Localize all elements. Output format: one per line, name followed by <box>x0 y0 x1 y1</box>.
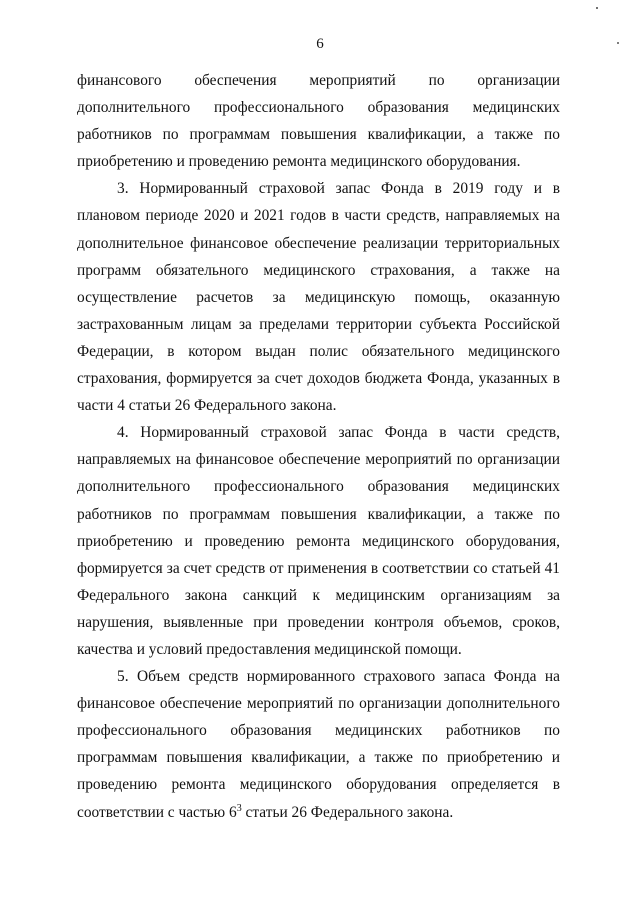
document-body <box>77 67 560 826</box>
paragraph-continuation: финансового обеспечения мероприятий по организации дополнительного профессионального образования медицинских работников по программам повышения квалификации, а также по приобретению и проведению ремонта медицинского оборудования. <box>77 72 560 171</box>
paragraph-4: 4. Нормированный страховой запас Фонда в части средств, направляемых на финансовое обеспечение мероприятий по организации дополнительного профессионального образования медицинских работников по программам повышения квалификации, а также по приобретению и проведению ремонта медицинского оборудования, формируется за счет средств от применения в соответствии со статьей 41 Федерального закона санкций к медицинским организациям за нарушения, выявленные при проведении контроля объемов, сроков, качества и условий предоставления медицинской помощи. <box>77 424 560 658</box>
paragraph-5-superscript: 3 <box>236 802 242 814</box>
paragraph-3: 3. Нормированный страховой запас Фонда в 2019 году и в плановом периоде 2020 и 2021 годов в части средств, направляемых на дополнительное финансовое обеспечение реализации территориальных программ обязательного медицинского страхования, а также на осуществление расчетов за медицинскую помощь, оказанную застрахованным лицам за пределами территории субъекта Российской Федерации, в котором выдан полис обязательного медицинского страхования, формируется за счет доходов бюджета Фонда, указанных в части 4 статьи 26 Федерального закона. <box>77 180 560 415</box>
page-number: 6 <box>316 36 324 52</box>
scan-speck <box>596 7 598 9</box>
paragraph-5-text: 5. Объем средств нормированного страхового запаса Фонда на финансовое обеспечение мероприятий по организации дополнительного профессионального образования медицинских работников по программам повышения квалификации, а также по приобретению и проведению ремонта медицинского оборудования определяется в соответствии с частью 6 <box>77 668 560 821</box>
paragraph-5-text-end: статьи 26 Федерального закона. <box>241 803 454 821</box>
paragraph-5 <box>77 663 560 826</box>
